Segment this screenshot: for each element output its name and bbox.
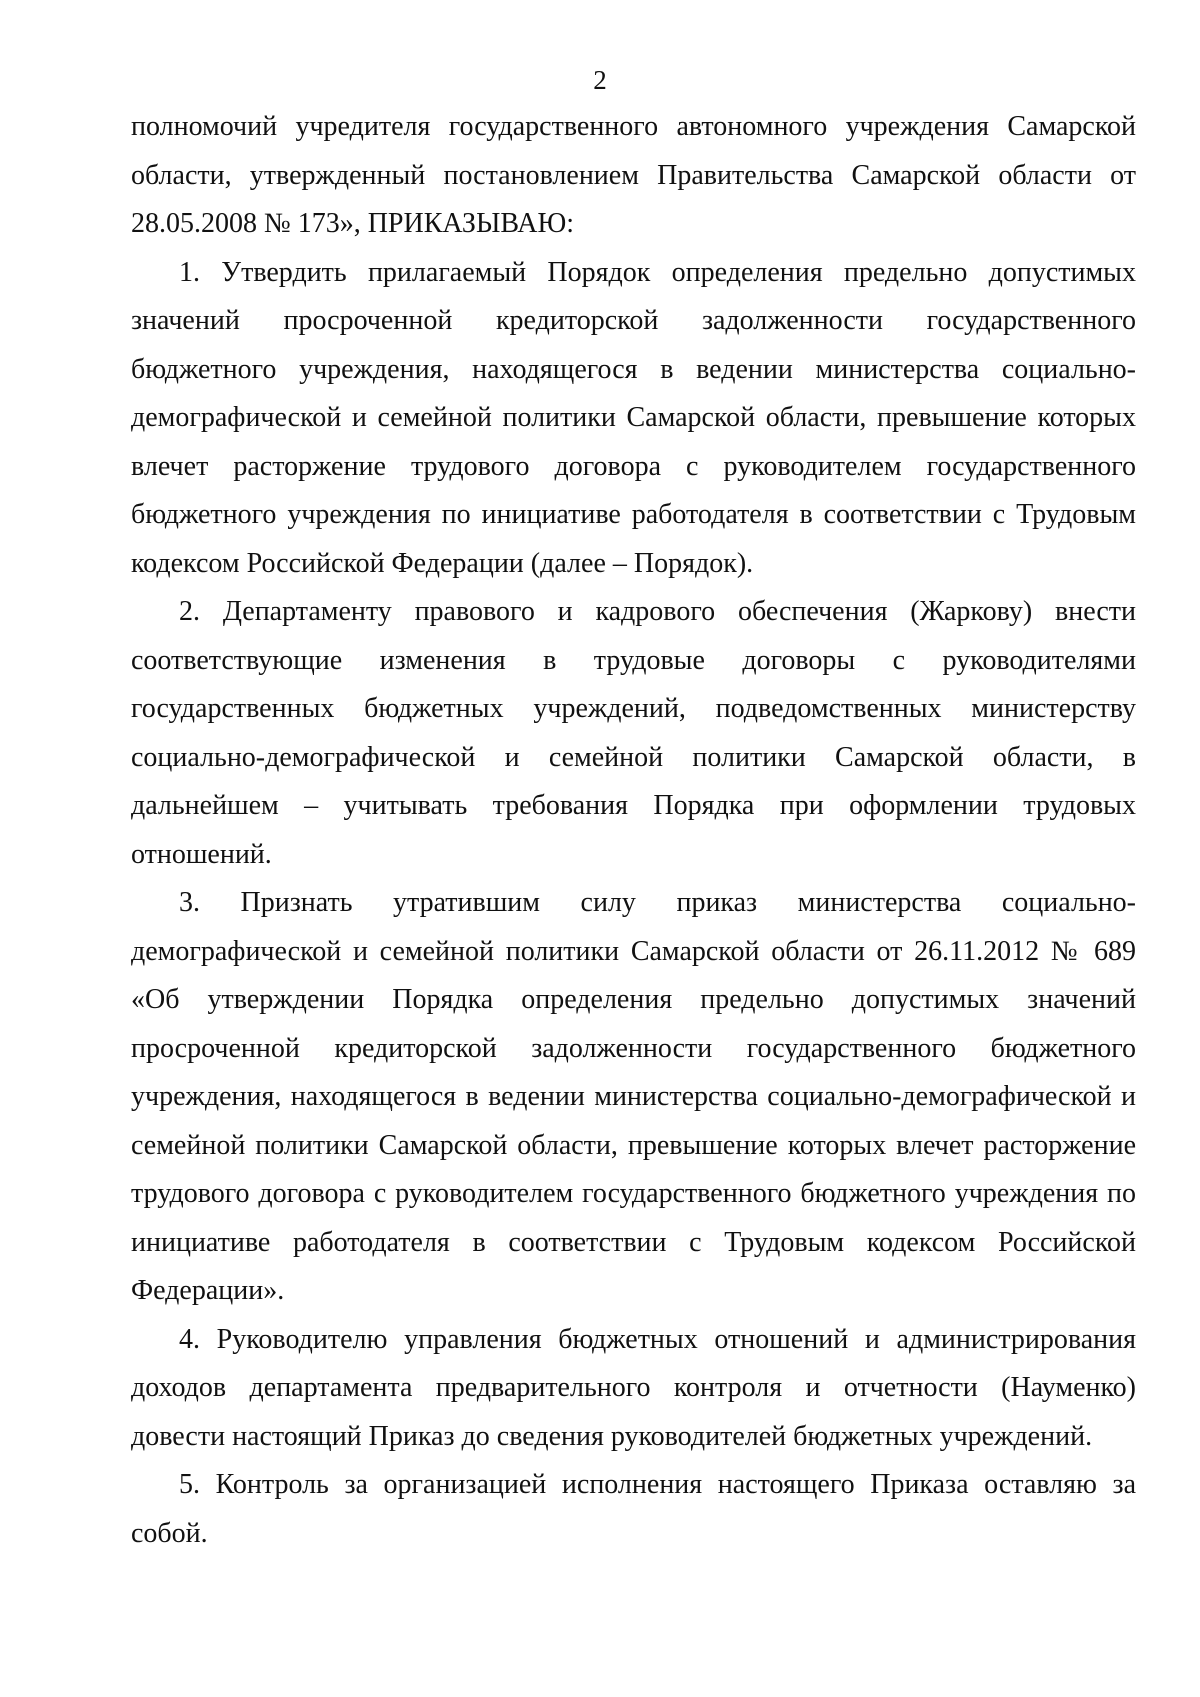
- paragraph-item-3: 3. Признать утратившим силу приказ министерства социально-демографической и семейной политики Самарской области от 26.11.2012 № 689 «Об утверждении Порядка определения предельно допустимых значений просроченной кредиторской задолженности государственного бюджетного учреждения, находящегося в ведении министерства социально-демографической и семейной политики Самарской области, превышение которых влечет расторжение трудового договора с руководителем государственного бюджетного учреждения по инициативе работодателя в соответствии с Трудовым кодексом Российской Федерации».: [131, 887, 1136, 1306]
- paragraph-item-5: 5. Контроль за организацией исполнения настоящего Приказа оставляю за собой.: [131, 1469, 1136, 1549]
- document-body: [131, 103, 1136, 1558]
- paragraph-item-1: 1. Утвердить прилагаемый Порядок определения предельно допустимых значений просроченной кредиторской задолженности государственного бюджетного учреждения, находящегося в ведении министерства социально-демографической и семейной политики Самарской области, превышение которых влечет расторжение трудового договора с руководителем государственного бюджетного учреждения по инициативе работодателя в соответствии с Трудовым кодексом Российской Федерации (далее – Порядок).: [131, 256, 1136, 579]
- page-number: 2: [593, 65, 607, 95]
- paragraph-item-4: 4. Руководителю управления бюджетных отношений и администрирования доходов департамента предварительного контроля и отчетности (Науменко) довести настоящий Приказ до сведения руководителей бюджетных учреждений.: [131, 1323, 1136, 1452]
- paragraph-item-2: 2. Департаменту правового и кадрового обеспечения (Жаркову) внести соответствующие изменения в трудовые договоры с руководителями государственных бюджетных учреждений, подведомственных министерству социально-демографической и семейной политики Самарской области, в дальнейшем – учитывать требования Порядка при оформлении трудовых отношений.: [131, 596, 1136, 870]
- paragraph-intro: полномочий учредителя государственного автономного учреждения Самарской области, утвержденный постановлением Правительства Самарской области от 28.05.2008 № 173», ПРИКАЗЫВАЮ:: [131, 111, 1136, 239]
